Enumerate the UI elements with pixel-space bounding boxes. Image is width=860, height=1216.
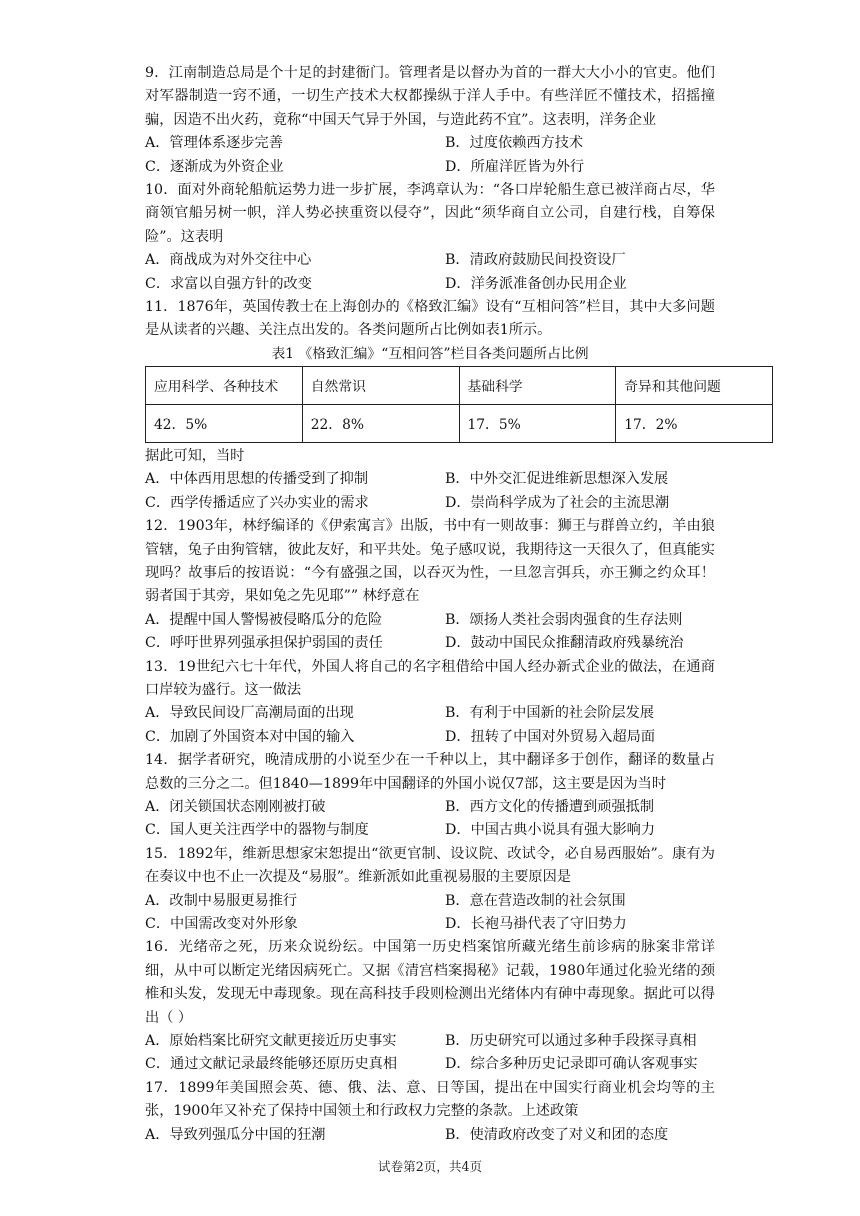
option-d: D．长袍马褂代表了守旧势力 [445,916,627,932]
option-a: A．改制中易服更易推行 [145,892,298,909]
exam-page [145,62,721,1147]
data-table [145,366,773,443]
table-header-cell: 基础科学 [459,366,616,404]
option-a: A．导致列强瓜分中国的狂潮 [145,1126,326,1143]
page-footer: 试卷第2页，共4页 [377,1159,483,1174]
option-a: A．中体西用思想的传播受到了抑制 [145,471,369,488]
question-stem: 14．据学者研究，晚清成册的小说至少在一千种以上，其中翻译多于创作，翻译的数量占总数的三分之二。但1840—1899年中国翻译的外国小说仅7部，这主要是因为当时 [145,752,715,792]
table-row [146,404,773,442]
option-c: C．中国需改变对外形象 [145,916,298,932]
question-12 [145,515,715,655]
question-15 [145,843,715,937]
option-b: B．意在营造改制的社会氛围 [445,892,626,909]
option-b: B．中外交汇促进维新思想深入发展 [445,471,669,488]
question-stem: 9．江南制造总局是个十足的封建衙门。管理者是以督办为首的一群大大小小的官吏。他们对军器制造一窍不通，一切生产技术大权都操纵于洋人手中。有些洋匠不懂技术，招摇撞骗，因造不出火药，竟称“中国天气异于外国，与造此药不宜”。这表明，洋务企业 [145,65,715,128]
option-b: B．有利于中国新的社会阶层发展 [445,705,655,722]
option-b: B．使清政府改变了对义和团的态度 [445,1126,669,1143]
question-stem: 11．1876年，英国传教士在上海创办的《格致汇编》设有“互相问答”栏目，其中大多问题是从读者的兴趣、关注点出发的。各类问题所占比例如表1所示。 [145,299,715,339]
option-b: B．过度依赖西方技术 [445,135,584,152]
option-b: B．历史研究可以通过多种手段探寻真相 [445,1033,697,1050]
option-d: D．洋务派准备创办民用企业 [445,275,627,292]
question-prompt: 据此可知，当时 [145,447,245,464]
table-header-cell: 应用科学、各种技术 [146,366,303,404]
option-d: D．综合多种历史记录即可确认客观事实 [445,1056,698,1073]
question-10 [145,179,715,296]
option-a: A．导致民间设厂高潮局面的出现 [145,705,354,722]
question-stem: 17．1899年美国照会英、德、俄、法、意、日等国，提出在中国实行商业机会均等的主张，1900年又补充了保持中国领土和行政权力完整的条款。上述政策 [145,1079,715,1120]
question-9 [145,62,715,179]
question-stem: 13．19世纪六七十年代，外国人将自己的名字租借给中国人经办新式企业的做法，在通商口岸较为盛行。这一做法 [145,658,715,698]
question-11 [145,296,721,515]
option-c: C．通过文献记录最终能够还原历史真相 [145,1056,398,1073]
option-c: C．逐渐成为外资企业 [145,158,284,175]
option-c: C．求富以自强方针的改变 [145,275,312,292]
option-a: A．原始档案比研究文献更接近历史事实 [145,1033,397,1050]
option-c: C．加剧了外国资本对中国的输入 [145,728,355,745]
option-d: D．鼓动中国民众推翻清政府残暴统治 [445,635,684,652]
option-d: D．扭转了中国对外贸易入超局面 [445,728,656,745]
option-b: B．西方文化的传播遭到顽强抵制 [445,798,655,815]
question-16 [145,936,715,1076]
option-d: D．崇尚科学成为了社会的主流思潮 [445,494,670,511]
question-stem: 16．光绪帝之死，历来众说纷纭。中国第一历史档案馆所藏光绪生前诊病的脉案非常详细，从中可以断定光绪因病死亡。又据《清宫档案揭秘》记载，1980年通过化验光绪的颈椎和头发，发现无中毒现象。现在高科技手段则检测出光绪体内有砷中毒现象。据此可以得出（ ） [145,939,715,1026]
table-header-cell: 奇异和其他问题 [616,366,773,404]
table-cell: 22．8% [302,404,459,442]
table-header-row [146,366,773,404]
option-b: B．颂扬人类社会弱肉强食的生存法则 [445,611,683,628]
option-c: C．国人更关注西学中的器物与制度 [145,822,369,839]
table-caption: 表1 《格致汇编》“互相问答”栏目各类问题所占比例 [271,345,589,362]
option-d: D．所雇洋匠皆为外行 [445,158,585,175]
table-header-cell: 自然常识 [302,366,459,404]
option-a: A．闭关锁国状态刚刚被打破 [145,798,326,815]
question-stem: 10．面对外商轮船航运势力进一步扩展，李鸿章认为：“各口岸轮船生意已被洋商占尽，华商领官船另树一帜，洋人势必挟重资以侵夺”，因此“须华商自立公司，自建行栈，自筹保险”。这表明 [145,182,715,245]
question-13 [145,656,715,750]
question-stem: 12．1903年，林纾编译的《伊索寓言》出版，书中有一则故事：狮王与群兽立约，羊由狼管辖，兔子由狗管辖，彼此友好，和平共处。兔子感叹说，我期待这一天很久了，但真能实现吗？故事后的按语说：“今有盛强之国，以吞灭为性，一旦忽言弭兵，亦王狮之约众耳！弱者国于其旁，果如兔之先见耶”” 林纾意在 [145,518,715,605]
option-c: C．西学传播适应了兴办实业的需求 [145,494,369,511]
table-cell: 17．5% [459,404,616,442]
option-b: B．清政府鼓励民间投资设厂 [445,252,626,269]
table-cell: 42．5% [146,404,303,442]
option-a: A．提醒中国人警惕被侵略瓜分的危险 [145,611,383,628]
question-14 [145,749,715,843]
question-stem: 15．1892年，维新思想家宋恕提出“欲更官制、设议院、改试令，必自易西服始”。康有为在奏议中也不止一次提及“易服”。维新派如此重视易服的主要原因是 [145,845,715,886]
option-a: A．管理体系逐步完善 [145,135,283,152]
table-cell: 17．2% [616,404,773,442]
option-c: C．呼吁世界列强承担保护弱国的责任 [145,635,383,652]
question-17 [145,1077,715,1147]
option-d: D．中国古典小说具有强大影响力 [445,822,656,839]
option-a: A．商战成为对外交往中心 [145,252,312,269]
